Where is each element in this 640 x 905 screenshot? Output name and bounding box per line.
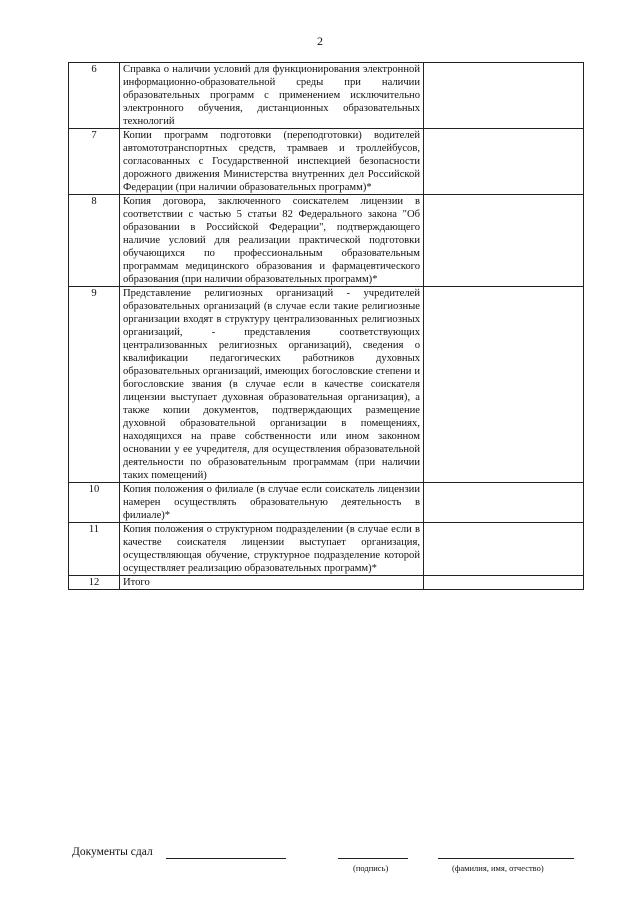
row-number: 6 — [69, 63, 120, 129]
table-row — [69, 63, 584, 129]
name-caption: (фамилия, имя, отчество) — [452, 863, 544, 873]
row-empty-cell — [424, 129, 584, 195]
row-number: 8 — [69, 195, 120, 287]
name-line — [438, 858, 574, 859]
row-number: 7 — [69, 129, 120, 195]
row-text: Справка о наличии условий для функционирования электронной информационно-образовательной среды при наличии образовательных программ с применением исключительно электронного обучения, дистанционных образовательных технологий — [120, 63, 424, 129]
row-number: 10 — [69, 483, 120, 523]
table-row — [69, 483, 584, 523]
table-row — [69, 576, 584, 590]
signature-caption: (подпись) — [353, 863, 389, 873]
row-text: Копия положения о структурном подразделении (в случае если в качестве соискателя лицензии выступает организация, осуществляющая обучение, структурное подразделение которой осуществляет реализацию образовательных программ)* — [120, 523, 424, 576]
row-text: Копия положения о филиале (в случае если соискатель лицензии намерен осуществлять образовательную деятельность в филиале)* — [120, 483, 424, 523]
row-number: 9 — [69, 287, 120, 483]
row-empty-cell — [424, 483, 584, 523]
table-row — [69, 195, 584, 287]
page-number: 2 — [317, 34, 323, 48]
row-text: Копии программ подготовки (переподготовки) водителей автомототранспортных средств, трамваев и троллейбусов, согласованных с Государственной инспекцией безопасности дорожного движения Министерства внутренних дел Российской Федерации (при наличии образовательных программ)* — [120, 129, 424, 195]
table-row — [69, 129, 584, 195]
row-empty-cell — [424, 523, 584, 576]
submitter-line — [166, 858, 286, 859]
row-empty-cell — [424, 576, 584, 590]
row-number: 12 — [69, 576, 120, 590]
row-number: 11 — [69, 523, 120, 576]
row-empty-cell — [424, 195, 584, 287]
footer-label: Документы сдал — [72, 846, 153, 858]
signature-line — [338, 858, 408, 859]
row-text: Представление религиозных организаций - учредителей образовательных организаций (в случае если такие религиозные организации входят в структуру централизованных религиозных организаций, - представления соответствующих централизованных религиозных организаций), сведения о квалификации педагогических работников духовных образовательных организаций, имеющих богословские степени и богословские звания (в случае если в качестве соискателя лицензии выступает духовная образовательная организация), а также копии документов, подтверждающих размещение духовной образовательной организации в помещениях, находящихся на праве собственности или ином законном основании у ее учредителя, для осуществления образовательной деятельности по образовательным программам (при наличии таких помещений) — [120, 287, 424, 483]
row-empty-cell — [424, 287, 584, 483]
row-empty-cell — [424, 63, 584, 129]
table-row — [69, 523, 584, 576]
documents-table — [68, 62, 584, 590]
table-row — [69, 287, 584, 483]
row-text: Итого — [120, 576, 424, 590]
row-text: Копия договора, заключенного соискателем лицензии в соответствии с частью 5 статьи 82 Федерального закона "Об образовании в Российской Федерации", подтверждающего наличие условий для реализации практической подготовки обучающихся по профессиональным образовательным программам медицинского образования и фармацевтического образования (при наличии образовательных программ)* — [120, 195, 424, 287]
